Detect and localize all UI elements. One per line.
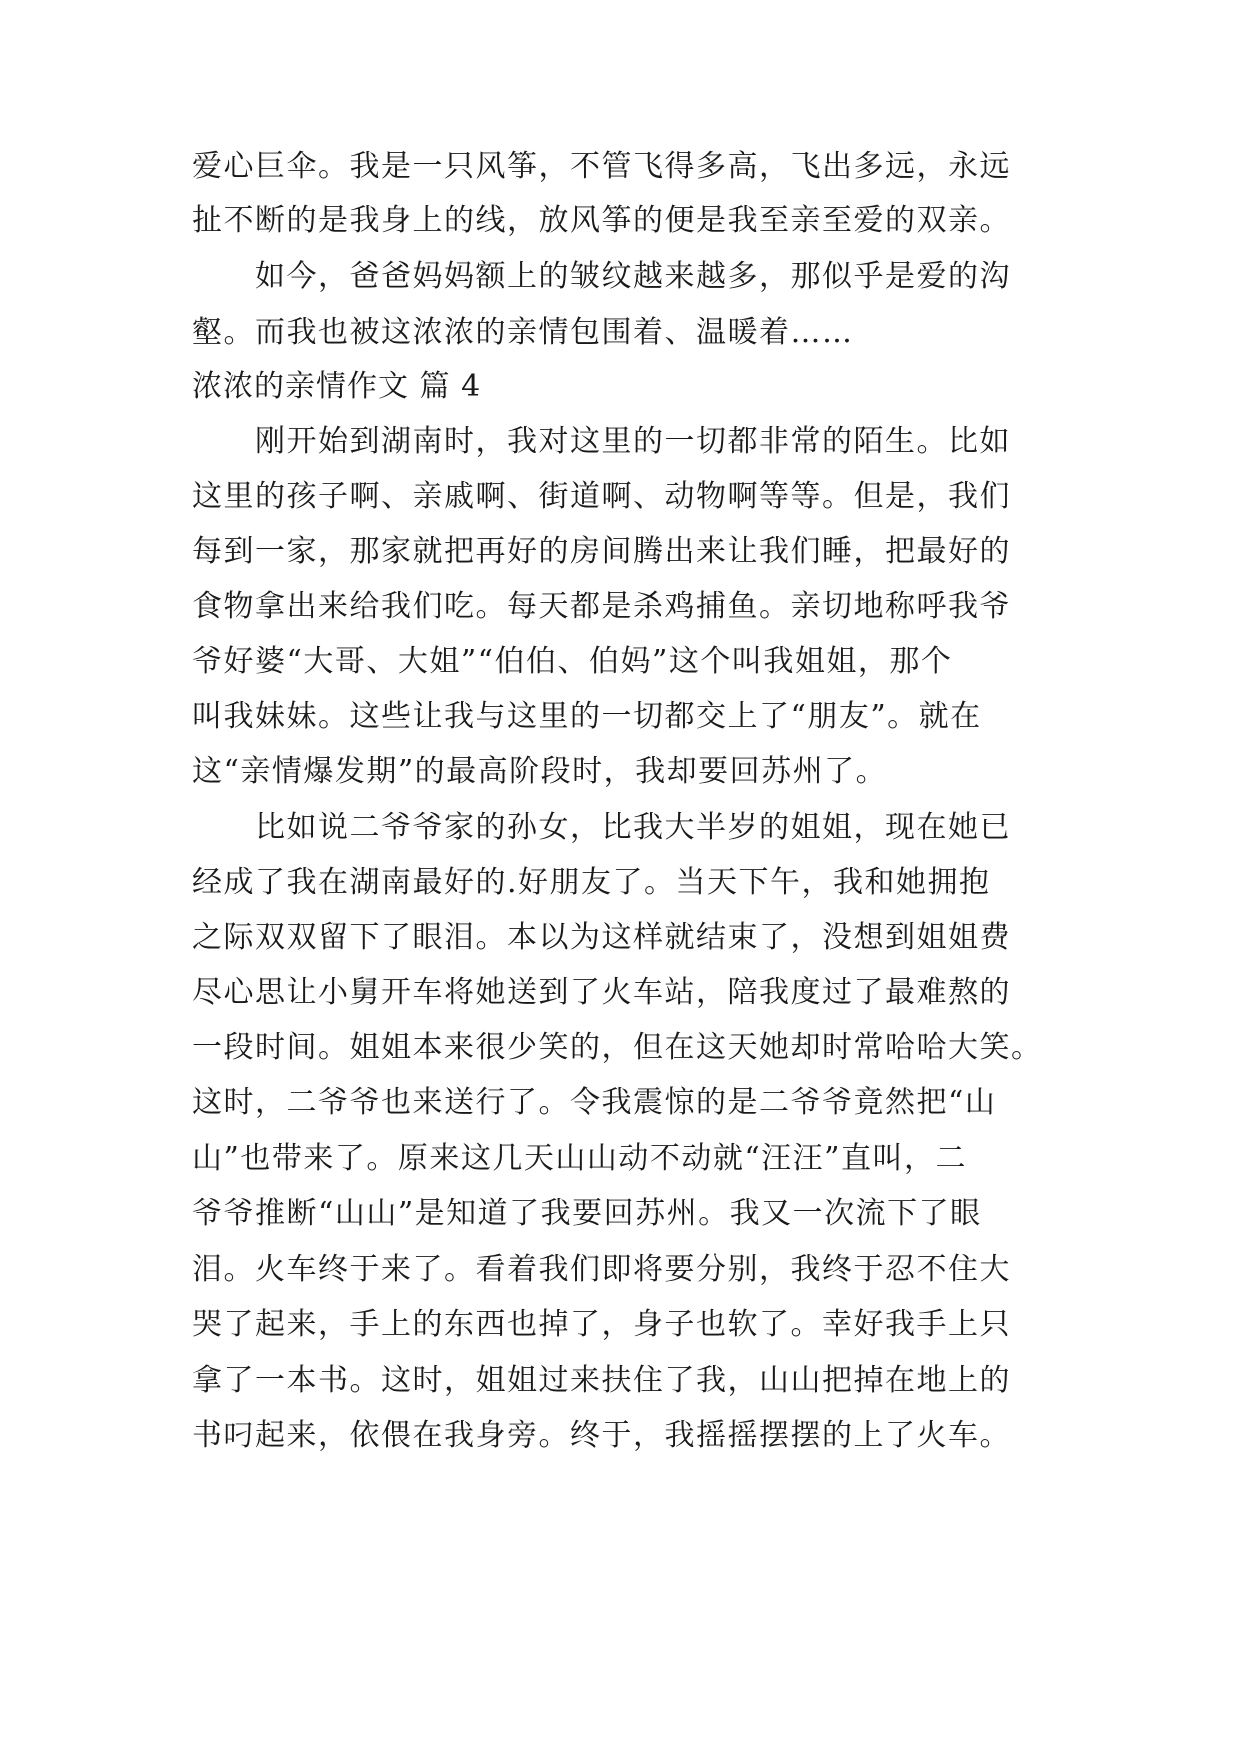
- text-line: 扯不断的是我身上的线，放风筝的便是我至亲至爱的双亲。: [192, 203, 1011, 238]
- text-line: 一段时间。姐姐本来很少笑的，但在这天她却时常哈哈大笑。: [192, 1030, 1043, 1065]
- text-line: 拿了一本书。这时，姐姐过来扶住了我，山山把掉在地上的: [192, 1363, 1011, 1398]
- text-line: 泪。火车终于来了。看着我们即将要分别，我终于忍不住大: [192, 1252, 1011, 1287]
- text-line: 爱心巨伞。我是一只风筝，不管飞得多高，飞出多远，永远: [192, 149, 1011, 184]
- text-line: 刚开始到湖南时，我对这里的一切都非常的陌生。比如: [255, 424, 1011, 459]
- text-line: 壑。而我也被这浓浓的亲情包围着、温暖着……: [192, 315, 854, 350]
- text-line: 如今，爸爸妈妈额上的皱纹越来越多，那似乎是爱的沟: [255, 259, 1011, 294]
- text-line: 每到一家，那家就把再好的房间腾出来让我们睡，把最好的: [192, 534, 1011, 569]
- text-line: 这里的孩子啊、亲戚啊、街道啊、动物啊等等。但是，我们: [192, 479, 1011, 514]
- text-line: 书叼起来，依偎在我身旁。终于，我摇摇摆摆的上了火车。: [192, 1418, 1011, 1453]
- text-line: 尽心思让小舅开车将她送到了火车站，陪我度过了最难熬的: [192, 975, 1011, 1010]
- text-line: 爷爷推断“山山”是知道了我要回苏州。我又一次流下了眼: [192, 1196, 982, 1231]
- text-line: 食物拿出来给我们吃。每天都是杀鸡捕鱼。亲切地称呼我爷: [192, 589, 1011, 624]
- text-line: 叫我妹妹。这些让我与这里的一切都交上了“朋友”。就在: [192, 699, 982, 734]
- text-line: 经成了我在湖南最好的.好朋友了。当天下午，我和她拥抱: [192, 865, 991, 900]
- text-line: 哭了起来，手上的东西也掉了，身子也软了。幸好我手上只: [192, 1307, 1011, 1342]
- text-line: 山”也带来了。原来这几天山山动不动就“汪汪”直叫，二: [192, 1141, 968, 1176]
- text-line: 之际双双留下了眼泪。本以为这样就结束了，没想到姐姐费: [192, 920, 1011, 955]
- section-heading: 浓浓的亲情作文 篇 4: [192, 369, 482, 404]
- text-line: 这“亲情爆发期”的最高阶段时，我却要回苏州了。: [192, 754, 888, 789]
- text-line: 比如说二爷爷家的孙女，比我大半岁的姐姐，现在她已: [255, 810, 1011, 845]
- text-line: 爷好婆“大哥、大姐”“伯伯、伯妈”这个叫我姐姐，那个: [192, 644, 953, 679]
- text-line: 这时，二爷爷也来送行了。令我震惊的是二爷爷竟然把“山: [192, 1085, 997, 1120]
